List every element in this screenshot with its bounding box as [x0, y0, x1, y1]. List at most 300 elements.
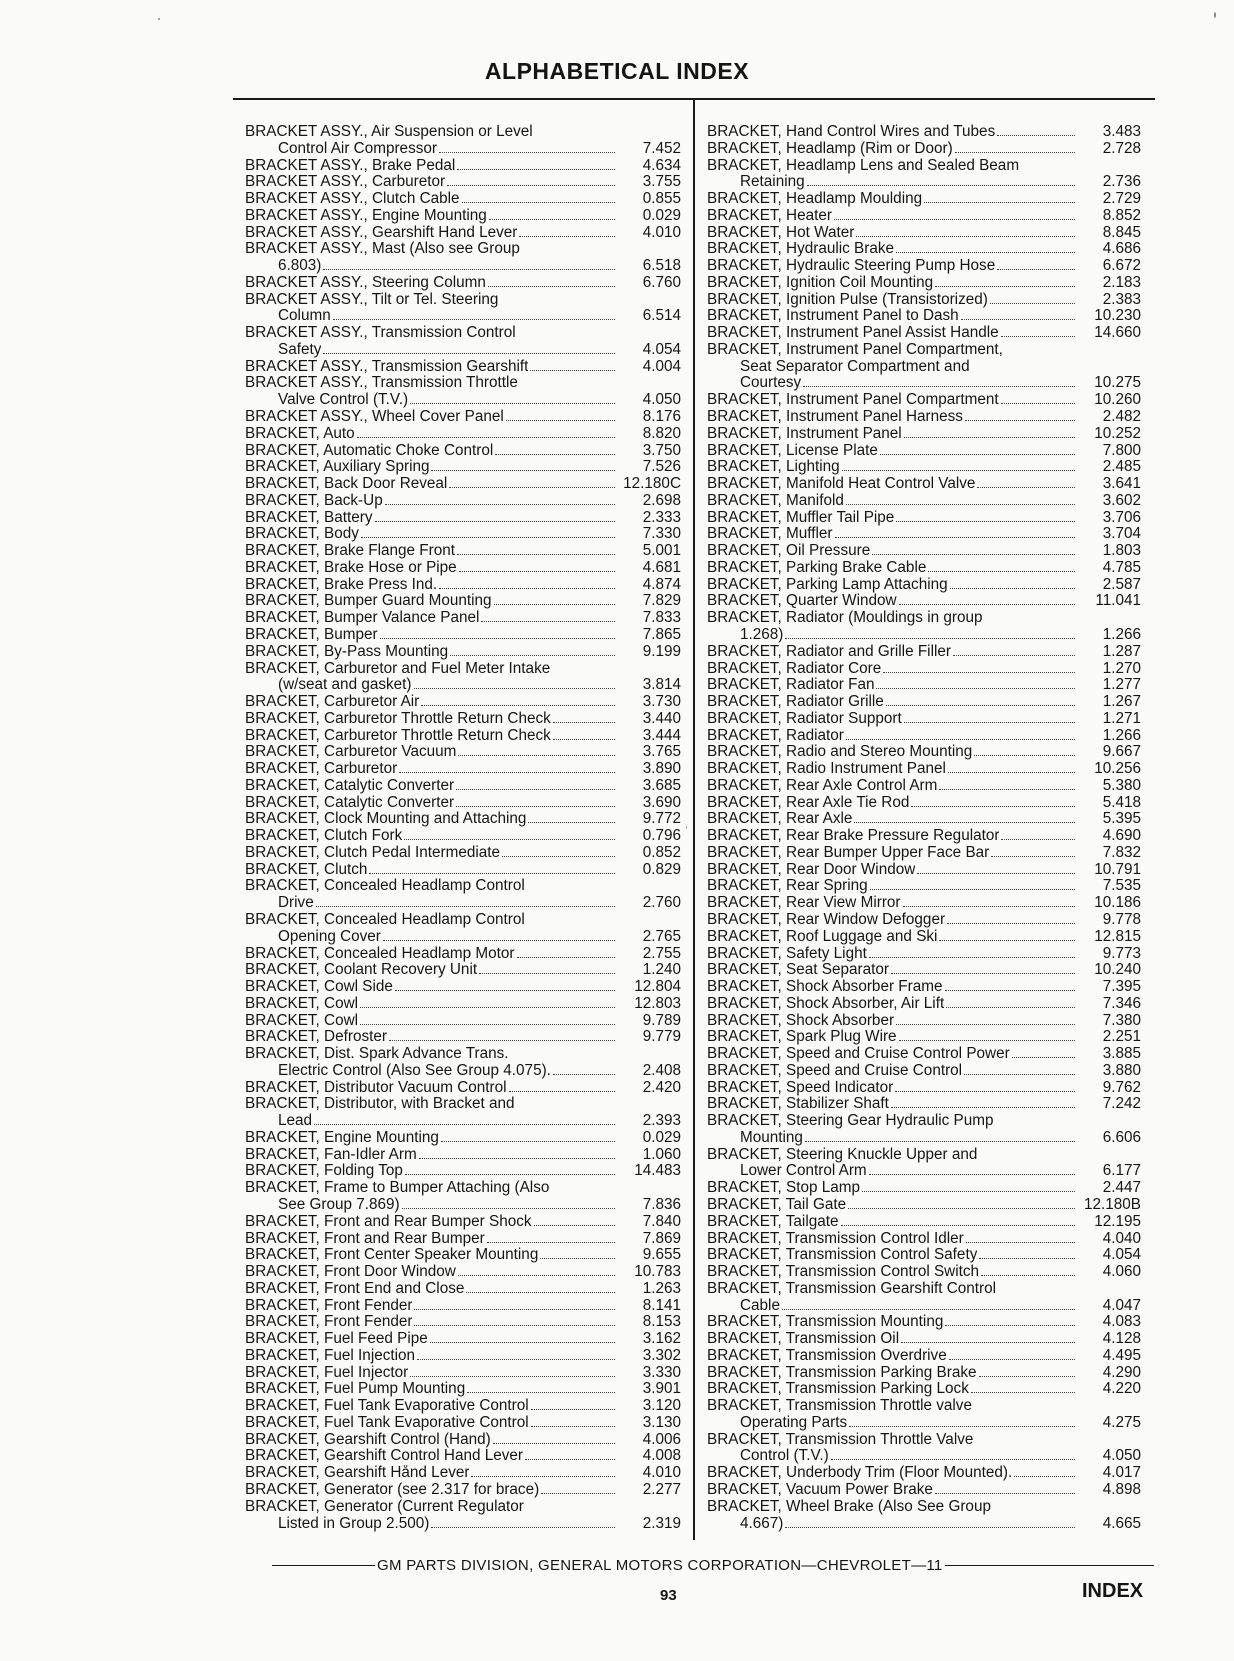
index-entry-line [707, 946, 1141, 963]
index-entry-number: 4.874 [642, 575, 681, 593]
index-entry-line [707, 1432, 1141, 1449]
dot-leader [842, 460, 1075, 471]
index-entry-text: Electric Control (Also See Group 4.075). [278, 1062, 551, 1079]
index-entry-number: 9.199 [642, 642, 681, 660]
index-entry-text: BRACKET, Bumper [245, 626, 378, 643]
dot-leader [553, 729, 615, 740]
dot-leader [924, 192, 1075, 203]
index-entry-number: 7.840 [642, 1212, 681, 1230]
index-entry-line [707, 158, 1141, 175]
index-entry-line [707, 862, 1141, 879]
index-entry-number: 4.898 [1102, 1481, 1141, 1499]
index-entry [707, 476, 1141, 493]
index-entry-text: BRACKET, Front End and Close [245, 1280, 465, 1297]
index-entry [707, 1314, 1141, 1331]
index-entry-number: 4.290 [1102, 1363, 1141, 1381]
index-entry-number: 4.050 [1102, 1447, 1141, 1465]
index-entry [707, 1264, 1141, 1281]
index-entry [707, 761, 1141, 778]
index-entry-text: BRACKET, Front Center Speaker Mounting [245, 1247, 539, 1264]
index-entry-line [245, 1046, 681, 1063]
dot-leader [997, 259, 1075, 270]
dot-leader [414, 1299, 615, 1310]
index-entry-text: Drive [278, 895, 314, 912]
index-entry-line [707, 778, 1141, 795]
index-entry-line [707, 1465, 1141, 1482]
index-entry-text: BRACKET, Frame to Bumper Attaching (Also [245, 1180, 550, 1197]
index-entry-line [245, 191, 681, 208]
index-entry-text: BRACKET, Auxiliary Spring [245, 459, 430, 476]
dot-leader [494, 594, 615, 605]
index-entry-text: BRACKET, By-Pass Mounting [245, 643, 449, 660]
index-entry [245, 1482, 681, 1499]
index-entry-line [245, 1147, 681, 1164]
dot-leader [369, 863, 615, 874]
index-entry [245, 1298, 681, 1315]
index-entry-number: 4.220 [1102, 1380, 1141, 1398]
index-entry-text: (w/seat and gasket) [278, 677, 412, 694]
index-entry [707, 577, 1141, 594]
index-entry-text: BRACKET, Instrument Panel [707, 425, 902, 442]
index-entry [245, 1080, 681, 1097]
index-entry-line [707, 744, 1141, 761]
index-entry [245, 1499, 681, 1533]
index-entry [245, 795, 681, 812]
index-entry [707, 1147, 1141, 1181]
dot-leader [457, 159, 615, 170]
index-entry-text: Operating Parts [740, 1414, 848, 1431]
index-entry-text: BRACKET, Oil Pressure [707, 543, 871, 560]
index-entry-line [707, 1147, 1141, 1164]
dot-leader [856, 226, 1075, 237]
index-entry-line [245, 225, 681, 242]
index-entry-text: BRACKET, Shock Absorber Frame [707, 979, 943, 996]
index-entry-text: BRACKET, Seat Separator [707, 962, 889, 979]
dot-leader [1012, 1047, 1075, 1058]
page-title: ALPHABETICAL INDEX [484, 58, 750, 84]
dot-leader [971, 1382, 1075, 1393]
index-entry-number: 7.242 [1102, 1095, 1141, 1113]
index-entry [707, 1046, 1141, 1063]
index-entry-line [707, 1499, 1141, 1516]
index-entry-line [245, 610, 681, 627]
index-entry-line [245, 661, 681, 678]
index-entry-text: BRACKET, License Plate [707, 442, 878, 459]
index-entry-line [707, 443, 1141, 460]
index-entry [707, 124, 1141, 141]
index-entry-line [707, 476, 1141, 493]
index-entry-line [245, 1013, 681, 1030]
index-entry-line [245, 275, 681, 292]
index-entry-text: See Group 7.869) [278, 1197, 400, 1213]
index-entry-line [245, 409, 681, 426]
index-entry-text: BRACKET, Shock Absorber, Air Lift [707, 995, 945, 1012]
index-entry-number: 4.017 [1102, 1464, 1141, 1482]
dot-leader [405, 1164, 615, 1175]
index-entry-number: 2.765 [642, 927, 681, 945]
index-entry-number: 4.275 [1102, 1413, 1141, 1431]
index-entry-text: Mounting [740, 1129, 803, 1146]
index-entry-line [245, 526, 681, 543]
dot-leader [979, 1366, 1076, 1377]
dot-leader [466, 1282, 615, 1293]
index-entry-line [707, 1231, 1141, 1248]
index-entry-number: 4.060 [1102, 1263, 1141, 1281]
index-entry-line [245, 627, 681, 644]
dot-leader [531, 1399, 615, 1410]
index-entry-number: 4.054 [642, 340, 681, 358]
index-entry-line [245, 1298, 681, 1315]
index-entry-text: BRACKET, Concealed Headlamp Motor [245, 945, 515, 962]
scan-speck [158, 18, 160, 20]
index-entry [245, 912, 681, 946]
index-entry-number: 9.667 [1102, 743, 1141, 761]
index-entry-line [707, 728, 1141, 745]
index-entry-number: 0.829 [642, 860, 681, 878]
index-entry [707, 308, 1141, 325]
index-entry-text: BRACKET, Wheel Brake (Also See Group [707, 1498, 991, 1515]
index-entry [245, 1214, 681, 1231]
index-entry [245, 761, 681, 778]
index-entry-number: 3.890 [642, 760, 681, 778]
index-entry-text: BRACKET, Clutch [245, 861, 368, 878]
index-entry-text: BRACKET, Front Door Window [245, 1264, 456, 1281]
dot-leader [939, 930, 1075, 941]
index-entry-line [707, 929, 1141, 946]
dot-leader [333, 309, 615, 320]
index-entry [707, 1482, 1141, 1499]
index-entry-text: BRACKET, Fuel Pump Mounting [245, 1381, 466, 1398]
index-entry-number: 3.162 [642, 1330, 681, 1348]
index-entry-number: 3.880 [1102, 1061, 1141, 1079]
index-entry-number: 4.040 [1102, 1229, 1141, 1247]
index-entry-line [707, 878, 1141, 895]
index-entry-number: 2.760 [642, 894, 681, 912]
dot-leader [886, 695, 1075, 706]
index-entry-number: 5.380 [1102, 776, 1141, 794]
index-entry-continuation [245, 392, 681, 409]
index-entry-number: 10.256 [1094, 760, 1141, 778]
index-entry-continuation [245, 1113, 681, 1130]
dot-leader [904, 712, 1075, 723]
index-entry-text: BRACKET, Roof Luggage and Ski [707, 928, 938, 945]
index-entry-text: BRACKET, Generator (Current Regulator [245, 1498, 524, 1515]
index-entry-text: BRACKET, Fuel Tank Evaporative Control [245, 1414, 529, 1431]
index-entry-line [245, 1448, 681, 1465]
index-entry-line [245, 1096, 681, 1113]
index-entry-text: BRACKET, Back Door Reveal [245, 476, 448, 493]
index-entry-text: BRACKET, Headlamp Lens and Sealed Beam [707, 157, 1020, 174]
index-entry-text: BRACKET, Transmission Throttle Valve [707, 1431, 974, 1448]
index-entry-line [707, 644, 1141, 661]
index-entry [245, 1398, 681, 1415]
dot-leader [471, 1466, 615, 1477]
index-entry [245, 543, 681, 560]
index-entry-text: BRACKET, Tail Gate [707, 1197, 847, 1213]
index-entry-number: 14.483 [634, 1162, 681, 1180]
index-entry-line [245, 996, 681, 1013]
index-entry-line [245, 241, 681, 258]
index-entry-continuation [707, 627, 1141, 644]
index-entry-number: 6.672 [1102, 257, 1141, 275]
dot-leader [948, 762, 1075, 773]
index-entry [707, 1013, 1141, 1030]
dot-leader [528, 812, 615, 823]
index-entry [245, 627, 681, 644]
index-entry-line [707, 677, 1141, 694]
index-entry-number: 7.535 [1102, 877, 1141, 895]
index-entry [245, 158, 681, 175]
index-entry-number: 10.783 [634, 1263, 681, 1281]
footer-rule-right [945, 1565, 1154, 1566]
index-entry-text: BRACKET ASSY., Transmission Gearshift [245, 358, 529, 375]
index-entry-line [245, 493, 681, 510]
index-entry-number: 1.263 [642, 1279, 681, 1297]
dot-leader [805, 1131, 1075, 1142]
dot-leader [949, 1349, 1075, 1360]
dot-leader [509, 1081, 615, 1092]
index-entry-number: 7.865 [642, 625, 681, 643]
dot-leader [323, 343, 615, 354]
index-entry-line [245, 761, 681, 778]
dot-leader [404, 829, 615, 840]
index-entry-text: BRACKET, Speed Indicator [707, 1079, 894, 1096]
index-entry [245, 1314, 681, 1331]
index-entry-text: 6.803) [278, 258, 322, 275]
index-entry-number: 10.252 [1094, 424, 1141, 442]
index-entry-text: BRACKET, Catalytic Converter [245, 794, 455, 811]
dot-leader [447, 175, 615, 186]
index-entry-number: 4.010 [642, 1464, 681, 1482]
index-entry [245, 493, 681, 510]
index-entry-number: 3.750 [642, 441, 681, 459]
index-entry-line [707, 342, 1141, 359]
index-entry-number: 0.796 [642, 827, 681, 845]
index-entry-text: Retaining [740, 174, 805, 191]
index-entry-line [707, 191, 1141, 208]
index-entry-line [245, 644, 681, 661]
index-entry-number: 0.029 [642, 206, 681, 224]
index-entry [245, 1096, 681, 1130]
index-entry-number: 9.772 [642, 810, 681, 828]
index-entry-number: 2.485 [1102, 458, 1141, 476]
index-entry-continuation [245, 258, 681, 275]
index-entry-line [245, 744, 681, 761]
index-entry [707, 1281, 1141, 1315]
index-entry-number: 12.815 [1094, 927, 1141, 945]
index-entry-text: BRACKET, Rear Axle Control Arm [707, 777, 938, 794]
index-entry-text: BRACKET, Quarter Window [707, 593, 897, 610]
index-entry [245, 275, 681, 292]
index-entry-text: BRACKET, Vacuum Power Brake [707, 1482, 933, 1499]
index-entry-number: 0.852 [642, 843, 681, 861]
index-entry-continuation [707, 1415, 1141, 1432]
index-entry-continuation [245, 1063, 681, 1080]
dot-leader [870, 879, 1075, 890]
index-entry [707, 1365, 1141, 1382]
index-entry-text: BRACKET, Steering Gear Hydraulic Pump [707, 1113, 994, 1130]
index-entry-text: BRACKET, Automatic Choke Control [245, 442, 494, 459]
index-entry [245, 577, 681, 594]
index-entry-text: BRACKET, Carburetor Throttle Return Check [245, 727, 551, 744]
index-entry-text: BRACKET, Folding Top [245, 1163, 403, 1180]
index-entry-continuation [707, 174, 1141, 191]
index-entry-number: 3.685 [642, 776, 681, 794]
index-entry-number: 4.665 [1102, 1514, 1141, 1532]
index-entry-line [707, 526, 1141, 543]
index-entry-continuation [245, 141, 681, 158]
index-entry [245, 476, 681, 493]
index-entry-text: BRACKET, Instrument Panel Compartment [707, 392, 999, 409]
index-entry-number: 2.393 [642, 1112, 681, 1130]
index-entry-text: BRACKET, Transmission Gearshift Control [707, 1280, 997, 1297]
index-entry-continuation [707, 1516, 1141, 1533]
index-entry [245, 1029, 681, 1046]
index-entry [707, 661, 1141, 678]
index-entry [245, 1281, 681, 1298]
index-entry-text: Column [278, 308, 331, 325]
dot-leader [457, 544, 615, 555]
dot-leader [419, 1148, 615, 1159]
index-entry-line [707, 1381, 1141, 1398]
index-entry [245, 744, 681, 761]
dot-leader [834, 209, 1075, 220]
index-entry-text: BRACKET, Clutch Pedal Intermediate [245, 844, 501, 861]
index-entry-number: 3.641 [1102, 475, 1141, 493]
index-entry-text: BRACKET, Tailgate [707, 1213, 839, 1230]
index-entry [707, 694, 1141, 711]
index-entry-number: 1.266 [1102, 625, 1141, 643]
index-entry-line [707, 694, 1141, 711]
index-entry-continuation [707, 1130, 1141, 1147]
index-entry-number: 4.054 [1102, 1246, 1141, 1264]
index-entry-line [707, 577, 1141, 594]
index-entry-number: 2.698 [642, 491, 681, 509]
index-entry-text: BRACKET ASSY., Brake Pedal [245, 157, 456, 174]
dot-leader [977, 477, 1075, 488]
index-entry [707, 241, 1141, 258]
index-entry-line [707, 208, 1141, 225]
dot-leader [495, 444, 615, 455]
index-entry-line [707, 1046, 1141, 1063]
dot-leader [945, 1315, 1075, 1326]
index-entry [245, 526, 681, 543]
dot-leader [901, 1332, 1075, 1343]
index-entry-text: Lead [278, 1113, 313, 1130]
index-entry [707, 845, 1141, 862]
dot-leader [525, 1449, 615, 1460]
dot-leader [990, 293, 1075, 304]
dot-leader [846, 494, 1075, 505]
dot-leader [314, 1114, 615, 1125]
index-entry-text: BRACKET, Front and Rear Bumper [245, 1230, 485, 1247]
index-entry [245, 1465, 681, 1482]
index-entry-continuation [707, 359, 1141, 376]
index-entry-line [707, 493, 1141, 510]
dot-leader [872, 544, 1075, 555]
index-entry [245, 1013, 681, 1030]
dot-leader [939, 779, 1075, 790]
index-entry-number: 2.333 [642, 508, 681, 526]
index-entry-number: 7.452 [642, 139, 681, 157]
index-entry-text: BRACKET, Instrument Panel to Dash [707, 308, 959, 325]
index-entry [245, 946, 681, 963]
index-entry-line [707, 996, 1141, 1013]
index-entry-text: BRACKET, Radio and Stereo Mounting [707, 744, 973, 761]
index-entry-text: BRACKET, Generator (see 2.317 for brace) [245, 1482, 540, 1499]
index-entry-line [245, 1231, 681, 1248]
index-entry-text: BRACKET, Manifold [707, 492, 844, 509]
index-entry-text: BRACKET, Rear View Mirror [707, 895, 901, 912]
dot-leader [456, 779, 615, 790]
index-entry-text: Courtesy [740, 375, 802, 392]
index-entry-number: 14.660 [1094, 324, 1141, 342]
index-entry [245, 778, 681, 795]
index-entry-text: BRACKET ASSY., Air Suspension or Level [245, 124, 533, 140]
index-entry-line [707, 711, 1141, 728]
index-entry-line [707, 560, 1141, 577]
index-entry-line [707, 1365, 1141, 1382]
index-entry [707, 677, 1141, 694]
index-entry [245, 878, 681, 912]
dot-leader [849, 1416, 1075, 1427]
index-entry-number: 7.832 [1102, 843, 1141, 861]
dot-leader [421, 695, 615, 706]
index-entry-line [707, 325, 1141, 342]
dot-leader [402, 1198, 615, 1209]
dot-leader [450, 645, 615, 656]
index-entry [707, 929, 1141, 946]
index-entry-line [707, 1247, 1141, 1264]
index-entry-text: BRACKET, Radiator and Grille Filler [707, 643, 951, 660]
footer-rule-left [272, 1565, 375, 1566]
index-entry [707, 1080, 1141, 1097]
index-entry-continuation [245, 308, 681, 325]
index-entry-line [245, 375, 681, 392]
index-entry-number: 6.606 [1102, 1128, 1141, 1146]
index-entry-line [245, 962, 681, 979]
index-entry-number: 3.901 [642, 1380, 681, 1398]
dot-leader [487, 1232, 615, 1243]
index-entry-text: BRACKET, Transmission Mounting [707, 1314, 944, 1331]
index-entry [245, 694, 681, 711]
index-entry-number: 10.791 [1094, 860, 1141, 878]
index-entry-text: BRACKET, Carburetor Throttle Return Check [245, 710, 551, 727]
index-entry-line [707, 459, 1141, 476]
index-entry [707, 895, 1141, 912]
index-entry [245, 1163, 681, 1180]
index-entry-number: 12.804 [634, 978, 681, 996]
index-entry-number: 6.177 [1102, 1162, 1141, 1180]
index-entry-text: BRACKET, Heater [707, 207, 832, 224]
index-entry-number: 4.010 [642, 223, 681, 241]
index-entry-number: 4.634 [642, 156, 681, 174]
index-entry [707, 1247, 1141, 1264]
index-entry-number: 3.814 [642, 676, 681, 694]
index-entry-line [707, 593, 1141, 610]
scan-speck [1214, 12, 1216, 18]
index-entry-text: BRACKET, Rear Axle Tie Rod [707, 794, 910, 811]
index-entry-text: BRACKET, Radiator Core [707, 660, 882, 677]
index-entry-text: BRACKET, Instrument Panel Harness [707, 409, 963, 426]
index-entry [245, 1130, 681, 1147]
dot-leader [360, 997, 615, 1008]
dot-leader [481, 611, 615, 622]
dot-leader [417, 1349, 615, 1360]
dot-leader [974, 745, 1075, 756]
index-entry-line [245, 174, 681, 191]
index-entry-text: BRACKET, Radiator Fan [707, 677, 875, 694]
